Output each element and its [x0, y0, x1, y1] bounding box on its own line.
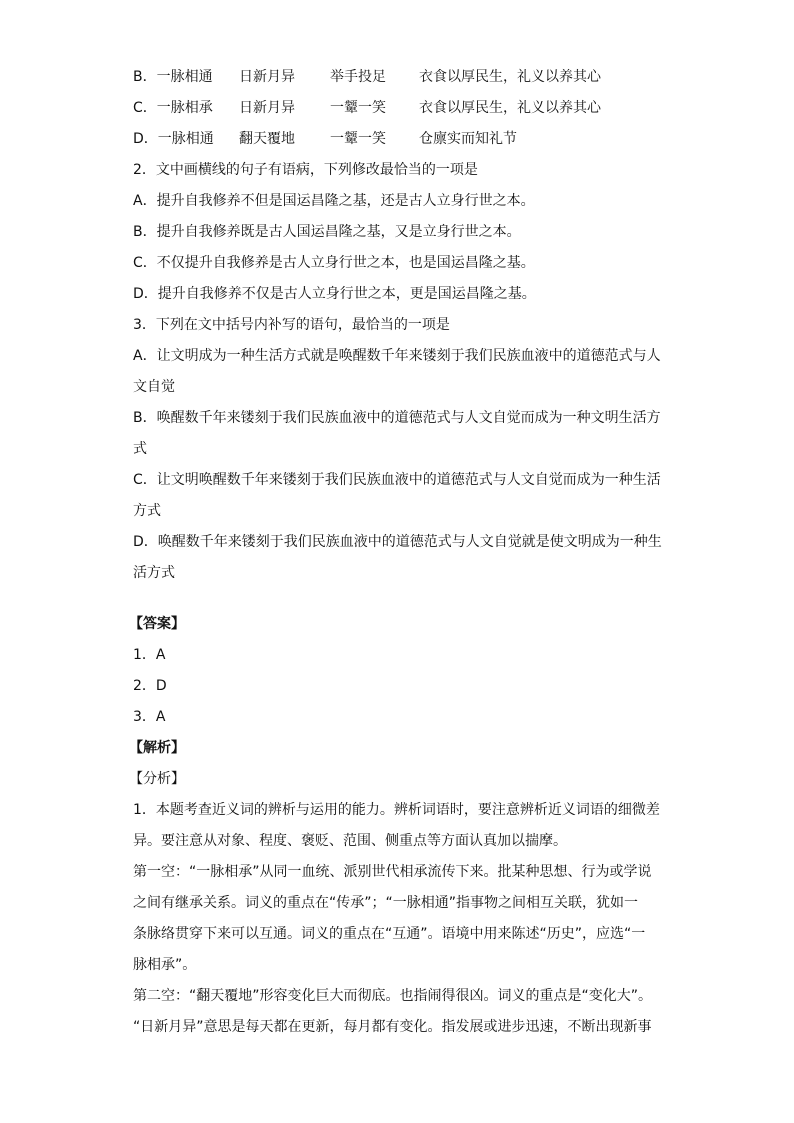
q1-option-c: [133, 93, 665, 124]
q3-option-c-line2: 方式: [133, 503, 161, 519]
q3-option-c-line1: C．让文明唤醒数千年来镂刻于我们民族血液中的道德范式与人文自觉而成为一种生活: [133, 472, 661, 488]
q3-option-b-line2: 式: [133, 441, 147, 457]
q2-option-c: C．不仅提升自我修养是古人立身行世之本，也是国运昌隆之基。: [133, 255, 535, 271]
analysis-sub-heading: 【分析】: [129, 771, 185, 787]
analysis-line-7: 第二空：“翻天覆地”形容变化巨大而彻底。也指闹得很凶。词义的重点是“变化大”。: [133, 988, 653, 1004]
analysis-line-2: 异。要注意从对象、程度、褒贬、范围、侧重点等方面认真加以揣摩。: [133, 833, 567, 849]
answer-item-3: 3．A: [133, 709, 166, 725]
answer-item-2: 2．D: [133, 678, 167, 694]
answer-heading: 【答案】: [129, 616, 185, 632]
analysis-heading: 【解析】: [129, 740, 185, 756]
q2-option-a: A．提升自我修养不但是国运昌隆之基，还是古人立身行世之本。: [133, 193, 535, 209]
q3-stem: 3．下列在文中括号内补写的语句，最恰当的一项是: [133, 317, 450, 333]
spacer: [133, 589, 665, 609]
q1-option-c-word3: 一颦一笑: [330, 100, 386, 116]
q1-option-b: [133, 62, 665, 93]
q1-option-b-word2: 日新月异: [239, 69, 295, 85]
q1-option-c-word2: 日新月异: [239, 100, 295, 116]
q3-option-b-line1: B．唤醒数千年来镂刻于我们民族血液中的道德范式与人文自觉而成为一种文明生活方: [133, 410, 661, 426]
q3-option-d-line2: 活方式: [133, 565, 175, 581]
q1-option-b-word4: 衣食以厚民生，礼义以养其心: [419, 69, 601, 85]
q2-option-d: D．提升自我修养不仅是古人立身行世之本，更是国运昌隆之基。: [133, 286, 536, 302]
document-page: [129, 62, 665, 1043]
q1-option-d-word3: 一颦一笑: [330, 131, 386, 147]
q1-option-c-word4: 衣食以厚民生，礼义以养其心: [419, 100, 601, 116]
q2-option-b: B．提升自我修养既是古人国运昌隆之基，又是立身行世之本。: [133, 224, 521, 240]
q3-option-a-line1: A．让文明成为一种生活方式就是唤醒数千年来镂刻于我们民族血液中的道德范式与人: [133, 348, 661, 364]
analysis-line-5: 条脉络贯穿下来可以互通。词义的重点在“互通”。语境中用来陈述“历史”，应选“一: [133, 926, 646, 942]
q2-stem: 2．文中画横线的句子有语病，下列修改最恰当的一项是: [133, 162, 478, 178]
answer-item-1: 1．A: [133, 647, 166, 663]
q1-option-d-word4: 仓廪实而知礼节: [419, 131, 517, 147]
q3-option-d-line1: D．唤醒数千年来镂刻于我们民族血液中的道德范式与人文自觉就是使文明成为一种生: [133, 534, 662, 550]
q1-option-d-word2: 翻天覆地: [239, 131, 295, 147]
analysis-line-1: 1．本题考查近义词的辨析与运用的能力。辨析词语时，要注意辨析近义词语的细微差: [133, 802, 660, 818]
q1-option-c-label: C．一脉相承: [133, 100, 213, 116]
analysis-line-6: 脉相承”。: [133, 957, 197, 973]
q1-option-b-word3: 举手投足: [330, 69, 386, 85]
q1-option-d-label: D．一脉相通: [133, 131, 214, 147]
analysis-line-4: 之间有继承关系。词义的重点在“传承”；“一脉相通”指事物之间相互关联，犹如一: [133, 895, 639, 911]
analysis-line-3: 第一空：“一脉相承”从同一血统、派别世代相承流传下来。批某种思想、行为或学说: [133, 864, 652, 880]
q3-option-a-line2: 文自觉: [133, 379, 175, 395]
q1-option-b-label: B．一脉相通: [133, 69, 213, 85]
q1-option-d: [133, 124, 665, 155]
analysis-line-8: “日新月异”意思是每天都在更新，每月都有变化。指发展或进步迅速，不断出现新事: [133, 1019, 652, 1035]
